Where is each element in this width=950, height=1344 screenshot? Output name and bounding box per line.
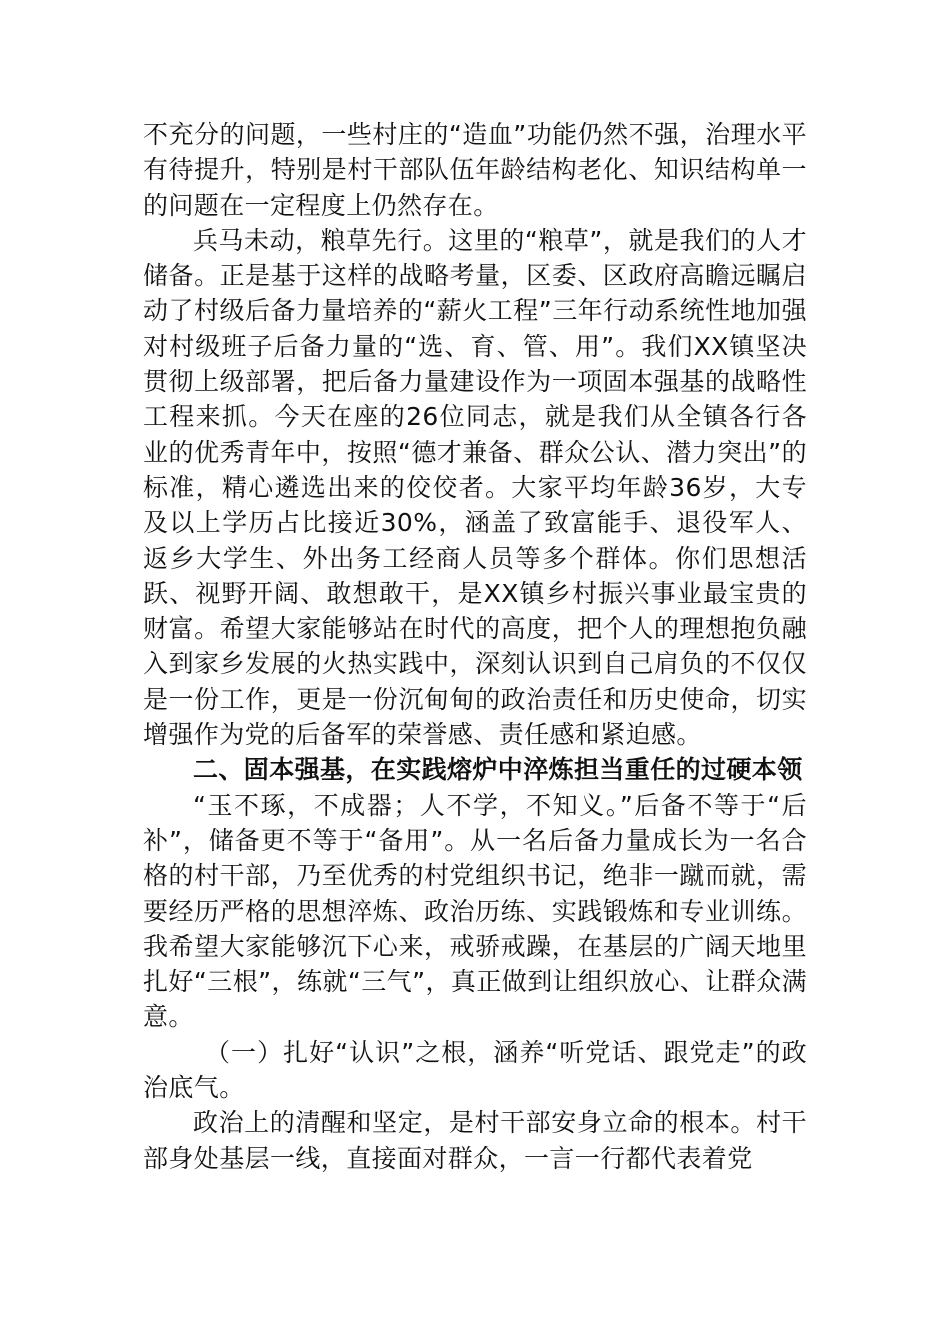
paragraph-continuation: 不充分的问题，一些村庄的“造血”功能仍然不强，治理水平有待提升，特别是村干部队伍年龄结构老化、知识结构单一的问题在一定程度上仍然存在。	[143, 120, 807, 220]
paragraph-political: 政治上的清醒和坚定，是村干部安身立命的根本。村干部身处基层一线，直接面对群众，一言一行都代表着党	[143, 1108, 807, 1173]
section-heading-2: 二、固本强基，在实践熔炉中淬炼担当重任的过硬本领	[193, 755, 803, 785]
document-body	[143, 117, 807, 1176]
paragraph-talent-reserve: 兵马未动，粮草先行。这里的“粮草”，就是我们的人才储备。正是基于这样的战略考量，区委、区政府高瞻远瞩启动了村级后备力量培养的“薪火工程”三年行动系统性地加强对村级班子后备力量的“选、育、管、用”。我们XX镇坚决贯彻上级部署，把后备力量建设作为一项固本强基的战略性工程来抓。今天在座的26位同志，就是我们从全镇各行各业的优秀青年中，按照“德才兼备、群众公认、潜力突出”的标准，精心遴选出来的佼佼者。大家平均年龄36岁，大专及以上学历占比接近30%，涵盖了致富能手、退役军人、返乡大学生、外出务工经商人员等多个群体。你们思想活跃、视野开阔、敢想敢干，是XX镇乡村振兴事业最宝贵的财富。希望大家能够站在时代的高度，把个人的理想抱负融入到家乡发展的火热实践中，深刻认识到自己肩负的不仅仅是一份工作，更是一份沉甸甸的政治责任和历史使命，切实增强作为党的后备军的荣誉感、责任感和紧迫感。	[143, 225, 807, 750]
paragraph-training: “玉不琢，不成器；人不学，不知义。”后备不等于“后补”，储备更不等于“备用”。从一名后备力量成长为一名合格的村干部，乃至优秀的村党组织书记，绝非一蹴而就，需要经历严格的思想淬炼、政治历练、实践锻炼和专业训练。我希望大家能够沉下心来，戒骄戒躁，在基层的广阔天地里扎好“三根”，练就“三气”，真正做到让组织放心、让群众满意。	[143, 790, 807, 1032]
subsection-heading-1: （一）扎好“认识”之根，涵养“听党话、跟党走”的政治底气。	[143, 1037, 807, 1103]
